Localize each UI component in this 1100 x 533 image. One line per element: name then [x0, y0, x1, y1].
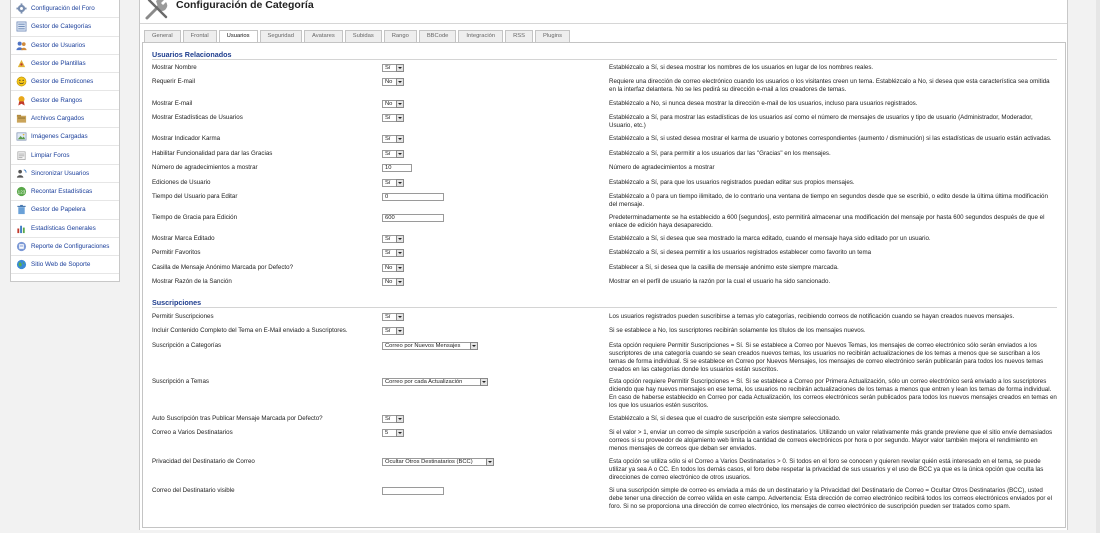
prune-icon [15, 149, 27, 161]
tab-frontal[interactable]: Frontal [183, 30, 217, 42]
files-icon [15, 112, 27, 124]
sidebar-item-rangos[interactable] [11, 91, 119, 109]
chevron-down-icon [396, 264, 404, 272]
chevron-down-icon [396, 179, 404, 187]
window-scrollbar[interactable] [1096, 0, 1100, 533]
recount-icon [15, 186, 27, 198]
privacidad-destinatario-select[interactable]: Ocultar Otros Destinatarios (BCC) [382, 458, 494, 466]
setting-label: Mostrar Nombre [152, 64, 197, 71]
chevron-down-icon [396, 150, 404, 158]
section-title-suscripciones: Suscripciones [152, 298, 202, 307]
setting-label: Mostrar Razón de la Sanción [152, 278, 232, 285]
mostrar-nombre-select[interactable]: Sí [382, 64, 404, 72]
sidebar-item-label: Limpiar Foros [31, 151, 70, 159]
setting-label: Requerir E-mail [152, 78, 195, 85]
setting-label: Ediciones de Usuario [152, 179, 211, 186]
section-divider [152, 59, 1057, 60]
setting-label: Privacidad del Destinatario de Correo [152, 458, 255, 465]
setting-description: Requiere una dirección de correo electrónico cuando los usuarios o los visitantes creen un tema. Establézcalo a No, si desea que esta característica sea omitida en la interfaz delantera. No se les pedirá su dirección e-mail a los creadores de temas. [609, 78, 1050, 93]
tab-usuarios[interactable]: Usuarios [219, 30, 258, 43]
setting-label: Número de agradecimientos a mostrar [152, 164, 258, 171]
tiempo-editar-input[interactable]: 0 [382, 193, 444, 201]
settings-tabs [144, 30, 570, 42]
chevron-down-icon [396, 78, 404, 86]
chevron-down-icon [396, 415, 404, 423]
sidebar-item-emoticones[interactable] [11, 73, 119, 91]
tab-avatares[interactable]: Avatares [304, 30, 343, 42]
favoritos-select[interactable]: Sí [382, 249, 404, 257]
sidebar-item-sincronizar[interactable] [11, 165, 119, 183]
sidebar-item-label: Configuración del Foro [31, 5, 95, 13]
correo-destinatario-input[interactable] [382, 487, 444, 495]
setting-description: Si se establece a No, los suscriptores recibirán solamente los títulos de los mensajes nuevos. [609, 327, 866, 334]
setting-label: Suscripción a Categorías [152, 342, 222, 349]
settings-panel [142, 42, 1066, 528]
setting-label: Tiempo de Gracia para Edición [152, 214, 238, 221]
setting-description: Establézcalo a Sí, para que los usuarios registrados puedan editar sus propios mensajes. [609, 179, 855, 186]
chevron-down-icon [480, 378, 488, 386]
setting-label: Mostrar Indicador Karma [152, 135, 221, 142]
ediciones-usuario-select[interactable]: Sí [382, 179, 404, 187]
users-icon [15, 39, 27, 51]
tools-icon [144, 0, 170, 22]
setting-description: Esta opción requiere Permitir Suscripciones = Sí. Si se establece a Correo por Primera Actualización, sólo un correo electrónico será enviado a los suscriptores diciendo que hay nuevos mensajes en ese tema, los usuarios no recibirán actualizaciones de los temas a menos que entren y lean los temas de forma individual. En caso de haberse establecido en Correo por cada Actualización, los correos electrónicos serán publicados para todos los nuevos mensajes creados en temas en los que los usuarios estén suscritos. [609, 378, 1057, 409]
templates-icon [15, 58, 27, 70]
chevron-down-icon [396, 235, 404, 243]
sidebar-item-usuarios[interactable] [11, 37, 119, 55]
sidebar-item-label: Archivos Cargados [31, 114, 85, 122]
report-icon [15, 241, 27, 253]
sidebar-item-label: Sitio Web de Soporte [31, 261, 91, 269]
setting-description: Establézcalo a No, si nunca desea mostrar la dirección e-mail de los usuarios, incluso para usuarios registrados. [609, 100, 918, 107]
smiley-icon [15, 76, 27, 88]
tab-general[interactable]: General [144, 30, 181, 42]
categories-icon [15, 21, 27, 33]
setting-label: Mostrar Estadísticas de Usuarios [152, 114, 243, 121]
contenido-completo-select[interactable]: Sí [382, 327, 404, 335]
tab-seguridad[interactable]: Seguridad [260, 30, 302, 42]
setting-label: Mostrar Marca Editado [152, 235, 215, 242]
chevron-down-icon [396, 327, 404, 335]
chevron-down-icon [396, 278, 404, 286]
setting-description: Establézcalo a 0 para un tiempo ilimitado, de lo contrario una ventana de tiempo en segundos desde que se escribió, o edito desde la última última modificación del mensaje. [609, 193, 1048, 208]
page-header [140, 0, 1067, 24]
varios-destinatarios-select[interactable]: 5 [382, 429, 404, 437]
setting-label: Mostrar E-mail [152, 100, 193, 107]
sidebar-item-label: Imágenes Cargadas [31, 133, 88, 141]
sidebar-item-reporte[interactable] [11, 238, 119, 256]
setting-label: Permitir Suscripciones [152, 313, 214, 320]
section-title-usuarios: Usuarios Relacionados [152, 50, 232, 59]
sidebar-item-configuracion-foro[interactable] [11, 0, 119, 18]
sidebar-item-label: Gestor de Emoticones [31, 78, 94, 86]
sidebar-item-limpiar[interactable] [11, 146, 119, 164]
mensaje-anonimo-select[interactable]: No [382, 264, 404, 272]
sidebar-item-imagenes[interactable] [11, 128, 119, 146]
sidebar-item-estadisticas[interactable] [11, 220, 119, 238]
setting-label: Suscripción a Temas [152, 378, 209, 385]
setting-description: Establézcalo a Sí, si usted desea mostrar el karma de usuario y botones correspondientes (aumento / disminución) si las estadísticas de usuario están activadas. [609, 135, 1052, 142]
gear-icon [15, 3, 27, 15]
sidebar-item-recontar[interactable] [11, 183, 119, 201]
chevron-down-icon [396, 429, 404, 437]
setting-description: Los usuarios registrados pueden suscribirse a temas y/o categorías, recibiendo correos de notificación cuando se hayan creados nuevos mensajes. [609, 313, 1015, 320]
setting-description: Establézcalo a Sí, si desea que sea mostrado la marca editado, cuando el mensaje haya sido editado por un usuario. [609, 235, 931, 242]
indicador-karma-select[interactable]: Sí [382, 135, 404, 143]
setting-description: Esta opción requiere Permitir Suscripciones = Sí. Si se establece a Correo por Nuevos Temas, los mensajes de correo electrónico sólo serán enviados a los suscriptores de una categoría cuando se sean creados nuevos temas, los usuarios no recibirán actualizaciones de los temas a menos que se suscriban a los temas de forma individual. Si se establece en Correo por Nuevos Mensajes, los mensajes de correo electrónico serán publicarán para todos los nuevos temas creados en las categorías donde los usuarios están suscritos. [609, 342, 1044, 373]
setting-label: Incluir Contenido Completo del Tema en E-Mail enviado a Suscriptores. [152, 327, 348, 334]
chevron-down-icon [396, 64, 404, 72]
tab-subidas[interactable]: Subidas [345, 30, 382, 42]
sidebar-item-label: Recontar Estadísticas [31, 188, 93, 196]
setting-label: Tiempo del Usuario para Editar [152, 193, 238, 200]
tab-rss[interactable]: RSS [505, 30, 533, 42]
chevron-down-icon [396, 135, 404, 143]
sidebar-item-archivos[interactable] [11, 110, 119, 128]
setting-description: Establecer a Sí, si desea que la casilla de mensaje anónimo este siempre marcada. [609, 264, 839, 271]
setting-label: Casilla de Mensaje Anónimo Marcada por Defecto? [152, 264, 294, 271]
stats-icon [15, 222, 27, 234]
globe-icon [15, 259, 27, 271]
chevron-down-icon [470, 342, 478, 350]
razon-sancion-select[interactable]: No [382, 278, 404, 286]
gracias-select[interactable]: Sí [382, 150, 404, 158]
sidebar-item-soporte[interactable] [11, 256, 119, 274]
setting-label: Permitir Favoritos [152, 249, 201, 256]
section-divider [152, 307, 1057, 308]
setting-description: Establézcalo a Sí, si desea mostrar los nombres de los usuarios en lugar de los nombres reales. [609, 64, 874, 71]
setting-label: Correo a Varios Destinatarios [152, 429, 233, 436]
sidebar-item-label: Estadísticas Generales [31, 224, 96, 232]
setting-description: Establézcalo a Sí, si desea que el cuadro de suscripción este siempre seleccionado. [609, 415, 841, 422]
chevron-down-icon [396, 313, 404, 321]
svg-text:123: 123 [17, 189, 25, 195]
main-content [139, 0, 1068, 530]
page-title: Configuración de Categoría [176, 0, 314, 11]
admin-sidebar [10, 0, 120, 282]
tab-plugins[interactable]: Plugins [535, 30, 570, 42]
setting-description: Establézcalo a Sí, para permitir a los usuarios dar las "Gracias" en los mensajes. [609, 150, 831, 157]
sidebar-item-papelera[interactable] [11, 201, 119, 219]
images-icon [15, 131, 27, 143]
chevron-down-icon [396, 249, 404, 257]
sidebar-item-label: Gestor de Usuarios [31, 41, 86, 49]
tiempo-gracia-input[interactable]: 600 [382, 214, 444, 222]
ranks-icon [15, 94, 27, 106]
setting-label: Auto Suscripción tras Publicar Mensaje Marcada por Defecto? [152, 415, 323, 422]
suscripcion-categorias-select[interactable]: Correo por Nuevos Mensajes [382, 342, 478, 350]
marca-editado-select[interactable]: Sí [382, 235, 404, 243]
sidebar-item-label: Gestor de Rangos [31, 96, 83, 104]
setting-description: Establézcalo a Sí, para mostrar las estadísticas de los usuarios así como el número de mensajes de usuarios y tipo de usuario (Administrador, Moderador, Usuario, etc.) [609, 114, 1033, 129]
mostrar-email-select[interactable]: No [382, 100, 404, 108]
auto-suscripcion-select[interactable]: Sí [382, 415, 404, 423]
requerir-email-select[interactable]: No [382, 78, 404, 86]
sidebar-item-label: Reporte de Configuraciones [31, 243, 110, 250]
tab-bbcode[interactable]: BBCode [419, 30, 457, 42]
permitir-suscripciones-select[interactable]: Sí [382, 313, 404, 321]
chevron-down-icon [396, 100, 404, 108]
num-agradecimientos-input[interactable]: 10 [382, 164, 412, 172]
sidebar-item-label: Gestor de Categorías [31, 23, 92, 31]
sync-icon [15, 167, 27, 179]
setting-description: Mostrar en el perfil de usuario la razón por la cual el usuario ha sido sancionado. [609, 278, 831, 285]
sidebar-item-label: Gestor de Papelera [31, 206, 86, 214]
suscripcion-temas-select[interactable]: Correo por cada Actualización [382, 378, 488, 386]
estadisticas-usuarios-select[interactable]: Sí [382, 114, 404, 122]
chevron-down-icon [396, 114, 404, 122]
setting-description: Establézcalo a Sí, si desea permitir a los usuarios registrados establecer como favorito un tema [609, 249, 872, 256]
setting-description: Número de agradecimientos a mostrar [609, 164, 715, 171]
setting-description: Si una suscripción simple de correo es enviada a más de un destinatario y la Privacidad del Destinatario de Correo = Ocultar Otros Destinatarios (BCC), usted debe tener una dirección de correo válida en este campo. Advertencia: Esta dirección de correo electrónico recibirá todos los correos electrónicos enviados por el foro. Si no se proporciona una dirección de correo electrónico, los mensajes de correo electrónico de suscripción pueden ser tratados como spam. [609, 487, 1052, 510]
setting-description: Esta opción se utiliza sólo si el Correo a Varios Destinatarios > 0. Si todos en el foro se conocen y quieren revelar quién está interesado en el tema, se puede utilizar ya sea A o CC. En todos los demás casos, el foro debe respetar la privacidad de sus usuarios y el uso de BCC ya que es la única opción que oculta las direcciones de correo electrónico de otros usuarios. [609, 458, 1044, 481]
sidebar-item-categorias[interactable] [11, 18, 119, 36]
setting-description: Predeterminadamente se ha establecido a 600 [segundos], esto permitirá almacenar una modificación del mensaje por hasta 600 segundos después de que el enlace de edición haya desaparecido. [609, 214, 1045, 229]
setting-label: Correo del Destinatario visible [152, 487, 235, 494]
setting-description: Si el valor > 1, enviar un correo de simple suscripción a varios destinatarios. Utilizando un valor relativamente más grande previene que el sitio envíe demasiados correos si su proveedor de alojamiento web limita la cantidad de correos electrónicos por hora o por segundo. Mayor valor también mejora el rendimiento en menos mensajes de correos que deban ser enviados. [609, 429, 1053, 452]
trash-icon [15, 204, 27, 216]
tab-integracion[interactable]: Integración [458, 30, 503, 42]
setting-label: Habilitar Funcionalidad para dar las Gracias [152, 150, 273, 157]
chevron-down-icon [486, 458, 494, 466]
sidebar-item-label: Gestor de Plantillas [31, 60, 86, 68]
tab-rango[interactable]: Rango [384, 30, 417, 42]
sidebar-item-plantillas[interactable] [11, 55, 119, 73]
sidebar-item-label: Sincronizar Usuarios [31, 169, 90, 177]
